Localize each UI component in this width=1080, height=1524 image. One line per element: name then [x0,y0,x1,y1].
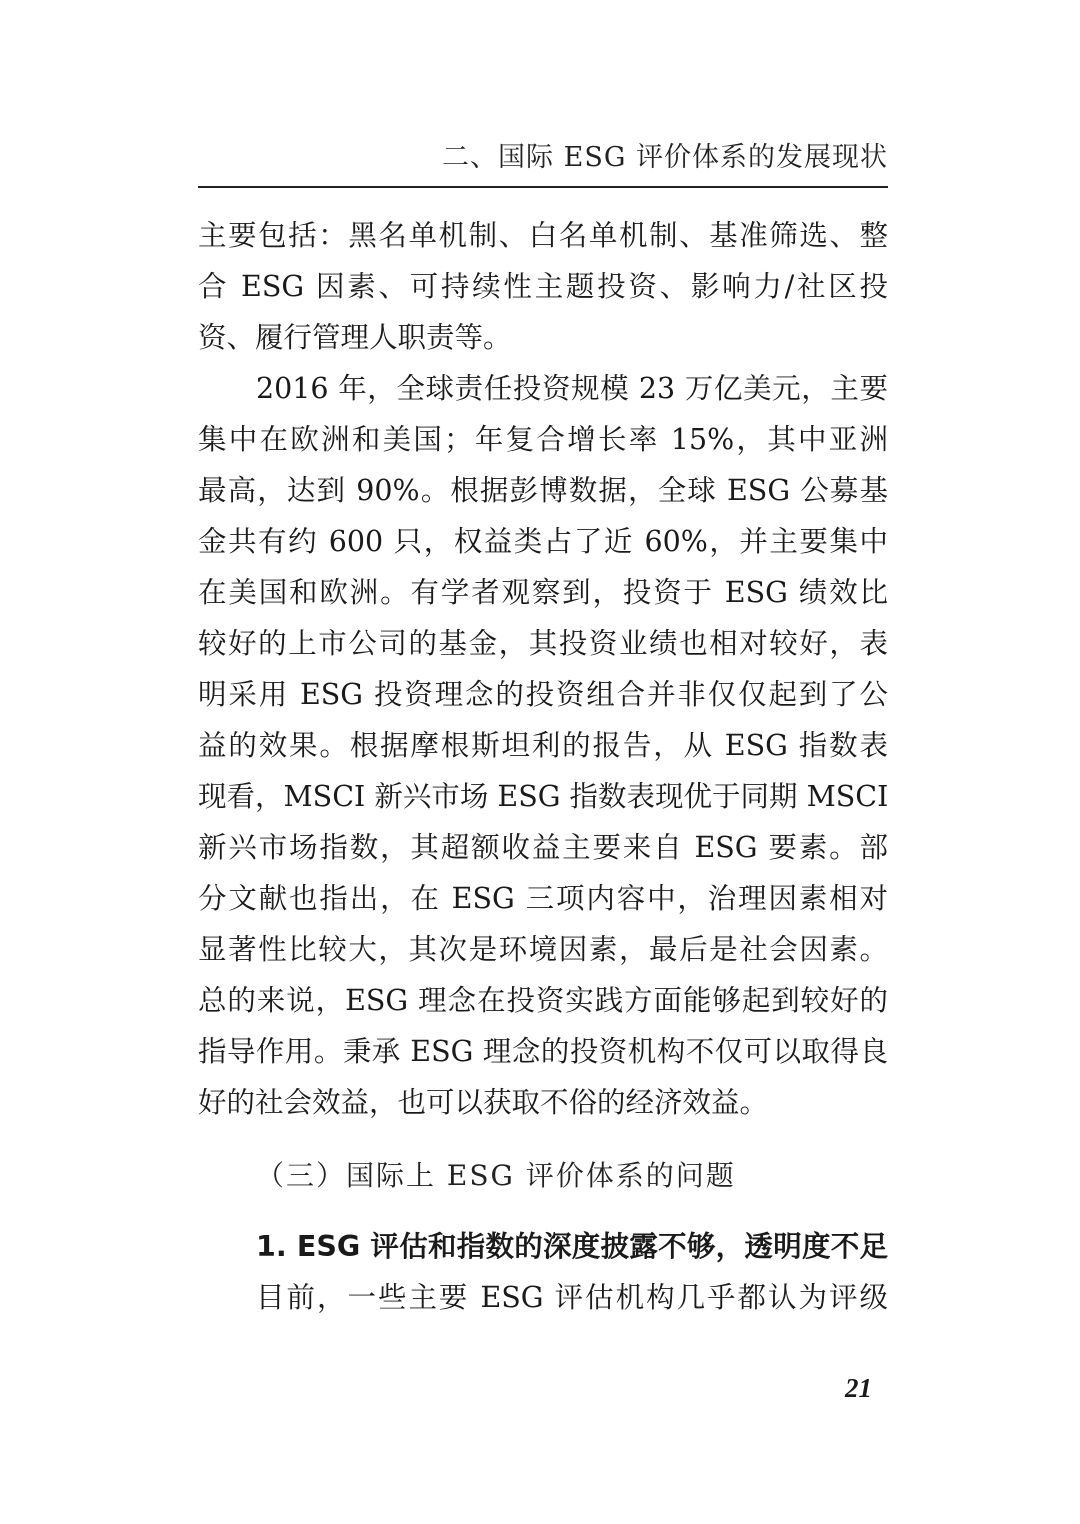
paragraph-1-line: 主要包括：黑名单机制、白名单机制、基准筛选、整 [198,219,888,252]
section-heading: （三）国际上 ESG 评价体系的问题 [256,1159,736,1192]
paragraph-2-line: 益的效果。根据摩根斯坦利的报告，从 ESG 指数表 [198,729,888,762]
paragraph-2-line: 金共有约 600 只，权益类占了近 60%，并主要集中 [198,525,888,558]
paragraph-2-line: 较好的上市公司的基金，其投资业绩也相对较好，表 [198,627,888,660]
running-header: 二、国际 ESG 评价体系的发展现状 [442,142,888,173]
paragraph-2-line: 明采用 ESG 投资理念的投资组合并非仅仅起到了公 [198,678,888,711]
paragraph-2-line: 分文献也指出，在 ESG 三项内容中，治理因素相对 [198,882,888,915]
paragraph-2-line: 在美国和欧洲。有学者观察到，投资于 ESG 绩效比 [198,576,888,609]
paragraph-2-line: 现看，MSCI 新兴市场 ESG 指数表现优于同期 MSCI [198,780,888,813]
paragraph-1-line: 合 ESG 因素、可持续性主题投资、影响力/社区投 [198,270,888,303]
paragraph-2-line: 指导作用。秉承 ESG 理念的投资机构不仅可以取得良 [198,1035,888,1068]
paragraph-3-line: 目前，一些主要 ESG 评估机构几乎都认为评级 [256,1281,888,1314]
body-text [198,210,888,1323]
header-rule [198,186,888,188]
subsection-heading: 1. ESG 评估和指数的深度披露不够，透明度不足 [256,1230,888,1263]
paragraph-2-line: 2016 年，全球责任投资规模 23 万亿美元，主要 [256,372,888,405]
paragraph-2-line: 显著性比较大，其次是环境因素，最后是社会因素。 [198,933,888,966]
paragraph-2-line: 最高，达到 90%。根据彭博数据，全球 ESG 公募基 [198,474,888,507]
page-number: 21 [845,1373,872,1403]
paragraph-2-line: 总的来说，ESG 理念在投资实践方面能够起到较好的 [198,984,888,1017]
paragraph-1-line: 资、履行管理人职责等。 [198,321,512,354]
paragraph-2-line: 新兴市场指数，其超额收益主要来自 ESG 要素。部 [198,831,888,864]
paragraph-2-line: 好的社会效益，也可以获取不俗的经济效益。 [198,1086,769,1119]
paragraph-2-line: 集中在欧洲和美国；年复合增长率 15%，其中亚洲 [198,423,888,456]
